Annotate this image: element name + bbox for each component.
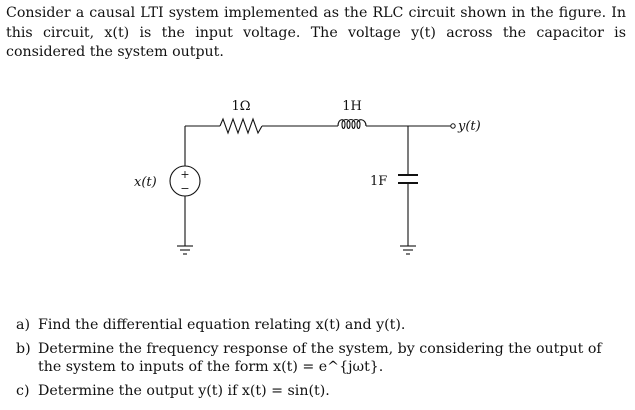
question-list	[16, 316, 606, 406]
inductor-label: 1H	[342, 99, 362, 114]
question-text: Determine the output y(t) if x(t) = sin(t).	[38, 383, 330, 399]
inductor-symbol	[338, 120, 366, 129]
question-letter: b)	[16, 341, 31, 357]
question-text: Determine the frequency response of the system, by considering the output of the system to inputs of the form x(t) = e^{jωt}.	[38, 341, 602, 375]
question-letter: a)	[16, 317, 30, 333]
ground-icon	[400, 246, 416, 254]
resistor-symbol	[220, 119, 262, 133]
resistor-label: 1Ω	[231, 99, 251, 114]
source-minus-sign: −	[180, 182, 190, 195]
question-letter: c)	[16, 383, 30, 399]
source-plus-sign: +	[180, 168, 190, 181]
question-item	[16, 382, 606, 400]
question-text: Find the differential equation relating x(t) and y(t).	[38, 317, 406, 333]
output-terminal	[451, 124, 455, 128]
ground-icon	[177, 246, 193, 254]
input-label: x(t)	[134, 175, 157, 190]
question-item	[16, 316, 606, 334]
capacitor-label: 1F	[370, 174, 388, 189]
output-label: y(t)	[458, 119, 481, 134]
problem-statement: Consider a causal LTI system implemented as the RLC circuit shown in the figure. In this circuit, x(t) is the input voltage. The voltage y(t) across the capacitor is considered the system output.	[6, 5, 626, 60]
question-item	[16, 340, 606, 376]
